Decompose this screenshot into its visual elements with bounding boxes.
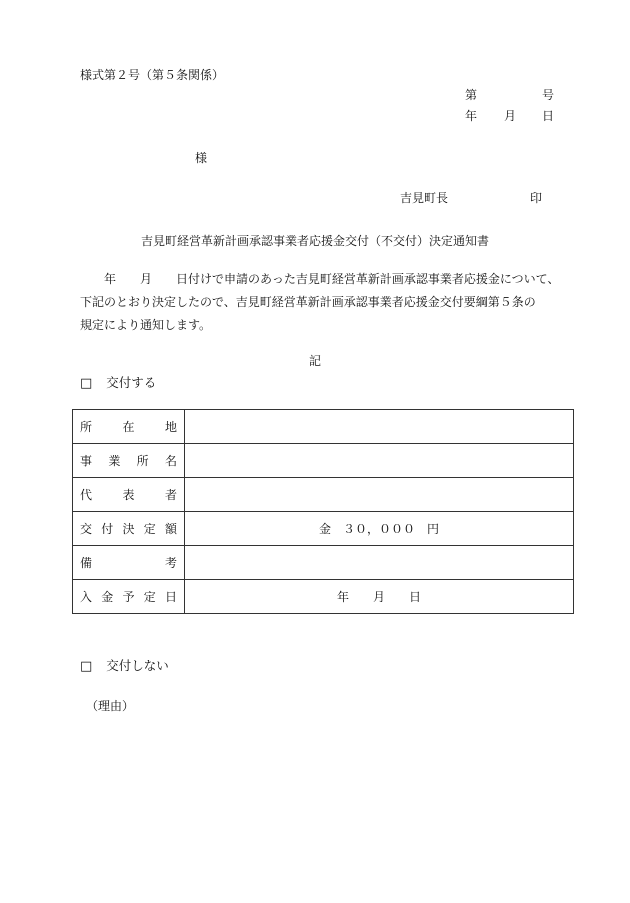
issue-date-year: 年 [465,109,478,123]
row-label-char: 表 [122,488,135,502]
table-row [73,580,574,614]
option-no-grant[interactable] [80,656,169,674]
checkbox-no-grant[interactable]: □ [80,659,93,674]
row-label-char: 備 [80,556,93,570]
row-label-char: 定 [143,590,156,604]
row-label-char: 代 [80,488,93,502]
row-label-char: 付 [101,522,114,536]
option-grant-label: 交付する [106,375,157,390]
row-label-char: 考 [164,556,177,570]
row-label-char: 決 [122,522,135,536]
seal-mark: 印 [530,191,543,205]
body-line: 年 月 日付けで申請のあった吉見町経営革新計画承認事業者応援金について、 [104,272,560,286]
row-value[interactable]: 年 月 日 [185,580,574,614]
document-number-suffix: 号 [542,88,555,102]
issuer-name: 吉見町長 [400,191,449,205]
table-row [73,546,574,580]
row-label [73,478,185,512]
issue-date-month: 月 [504,109,517,123]
row-label [73,444,185,478]
document-title: 吉見町経営革新計画承認事業者応援金交付（不交付）決定通知書 [140,234,489,248]
option-grant[interactable] [80,373,156,391]
checkbox-grant[interactable]: □ [80,376,93,391]
table-row [73,512,574,546]
row-label-char: 入 [80,590,93,604]
note-heading: 記 [308,354,321,368]
row-label-char: 地 [164,420,177,434]
table-row [73,444,574,478]
row-label-char: 所 [80,420,93,434]
row-label-char: 予 [122,590,135,604]
row-label [73,410,185,444]
issue-date-day: 日 [542,109,555,123]
body-paragraph [80,268,559,337]
addressee-suffix: 様 [195,151,208,165]
row-label-char: 金 [101,590,114,604]
body-line: 下記のとおり決定したので、吉見町経営革新計画承認事業者応援金交付要綱第５条の [80,295,536,309]
row-value[interactable] [185,444,574,478]
form-number-label: 様式第２号（第５条関係） [80,68,225,82]
row-label [73,580,185,614]
row-label-char: 交 [80,522,93,536]
table-row [73,410,574,444]
option-no-grant-label: 交付しない [106,658,169,673]
row-label-char: 在 [122,420,135,434]
row-label [73,512,185,546]
row-label-char: 者 [164,488,177,502]
row-label-char: 所 [136,454,149,468]
row-value[interactable] [185,546,574,580]
row-label-char: 名 [164,454,177,468]
row-value[interactable] [185,478,574,512]
row-label-char: 額 [164,522,177,536]
row-label-char: 事 [80,454,93,468]
applicant-info-table [72,409,574,614]
reason-label: （理由） [86,699,135,713]
row-value[interactable]: 金 ３０，０００ 円 [185,512,574,546]
row-label [73,546,185,580]
document-number-prefix: 第 [465,88,478,102]
body-line: 規定により通知します。 [80,318,212,332]
row-label-char: 業 [108,454,121,468]
row-label-char: 日 [164,590,177,604]
row-label-char: 定 [143,522,156,536]
table-row [73,478,574,512]
row-value[interactable] [185,410,574,444]
